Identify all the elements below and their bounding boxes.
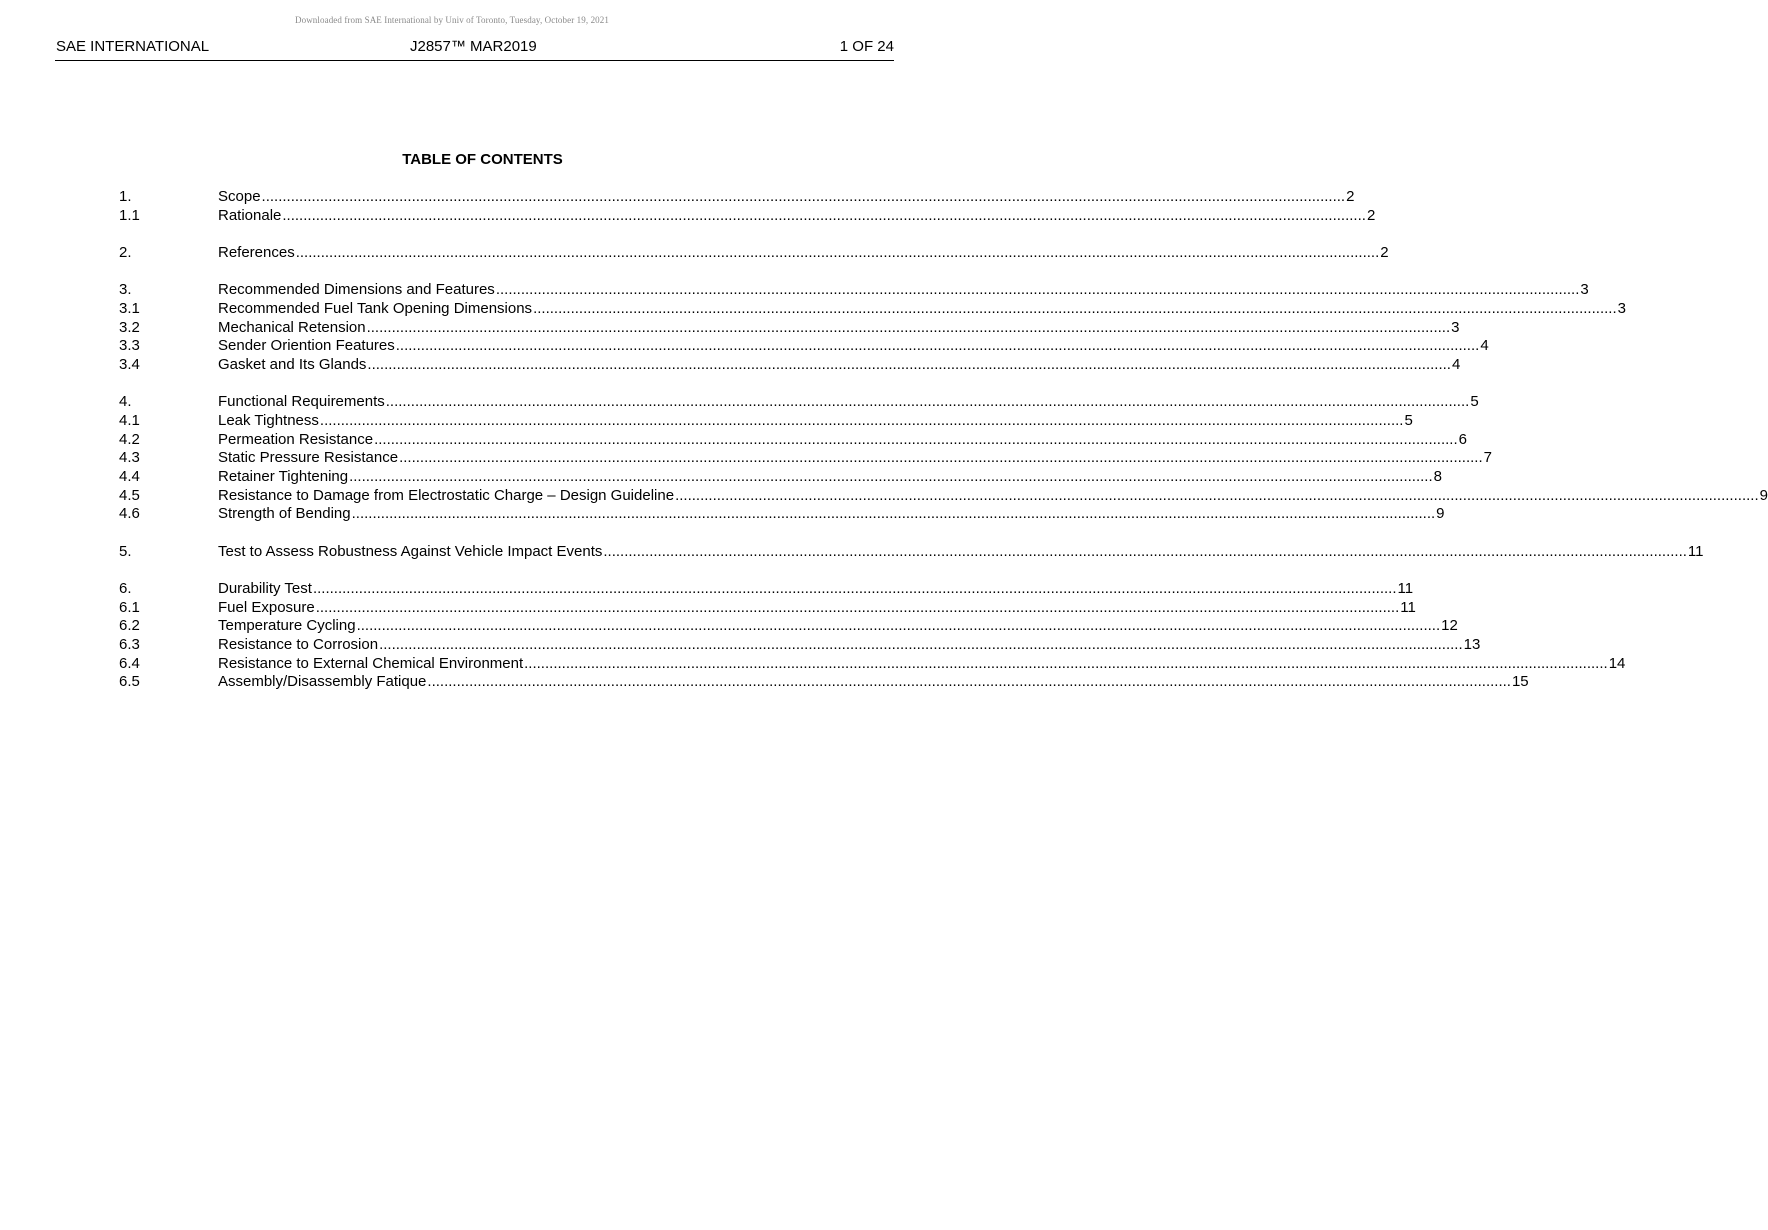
toc-entry[interactable] [119,673,1529,692]
toc-entry-title: Resistance to External Chemical Environment [218,654,524,672]
toc-entry-number: 6.2 [119,617,140,635]
dot-leader: .................................................................................................................................................................................................................................................................... [533,299,1617,317]
toc-entry-page: 13 [1463,636,1481,654]
toc-entry-title: Static Pressure Resistance [218,449,399,467]
toc-entry-page: 2 [1346,188,1355,205]
toc-entry-title: Resistance to Corrosion [218,636,379,654]
toc-entry-title: Strength of Bending [218,505,351,523]
toc-entry[interactable] [119,449,1492,468]
toc-entry-number: 6. [119,579,132,597]
toc-entry-page: 9 [1436,505,1445,523]
toc-entry-page: 4 [1451,356,1461,373]
toc-entry-title: Durability Test [218,579,312,597]
toc-entry-number: 6.1 [119,598,140,616]
dot-leader: .................................................................................................................................................................................................................................................................... [366,318,1451,336]
toc-entry-page: 3 [1617,299,1626,317]
toc-entry-title: Sender Oriention Features [218,337,395,355]
toc-entry-page: 11 [1397,579,1414,597]
download-watermark: Downloaded from SAE International by Univ of Toronto, Tuesday, October 19, 2021 [295,15,609,25]
dot-leader: .................................................................................................................................................................................................................................................................... [312,579,1397,597]
toc-entry-number: 1.1 [119,206,140,224]
dot-leader: .................................................................................................................................................................................................................................................................... [385,393,1470,411]
toc-entry-number: 5. [119,542,132,560]
toc-entry[interactable] [119,356,1461,375]
toc-entry-title: Test to Assess Robustness Against Vehicle Impact Events [218,542,603,560]
toc-title: TABLE OF CONTENTS [402,151,563,168]
toc-entry-page: 2 [1380,243,1389,261]
toc-entry-page: 11 [1400,598,1416,616]
dot-leader: .................................................................................................................................................................................................................................................................... [495,281,1580,299]
toc-entry-title: Retainer Tightening [218,468,349,486]
dot-leader: .................................................................................................................................................................................................................................................................... [282,206,1366,224]
dot-leader: .................................................................................................................................................................................................................................................................... [399,449,1483,467]
toc-entry-page: 3 [1580,281,1589,299]
table-of-contents [119,188,1768,692]
toc-entry[interactable] [119,430,1467,450]
toc-entry[interactable] [119,486,1768,506]
dot-leader: .................................................................................................................................................................................................................................................................... [351,505,1436,523]
toc-entry-page: 8 [1433,468,1442,486]
toc-entry-title: Recommended Dimensions and Features [218,281,495,299]
toc-entry-page: 3 [1451,318,1460,336]
toc-entry-number: 1. [119,188,132,205]
toc-entry-number: 6.3 [119,636,140,654]
toc-entry-page: 6 [1458,430,1467,448]
dot-leader: .................................................................................................................................................................................................................................................................... [261,188,1346,205]
toc-entry-page: 15 [1511,673,1529,691]
toc-entry-title: Assembly/Disassembly Fatique [218,673,427,691]
toc-entry-page: 11 [1687,542,1704,560]
toc-entry-page: 5 [1470,393,1479,411]
dot-leader: .................................................................................................................................................................................................................................................................... [349,468,1433,486]
toc-entry[interactable] [119,188,1355,207]
toc-entry[interactable] [119,598,1416,618]
toc-entry-page: 2 [1366,206,1376,224]
toc-entry-number: 3.2 [119,318,140,336]
toc-entry-number: 3.4 [119,356,140,373]
toc-entry[interactable] [119,393,1479,412]
toc-entry[interactable] [119,243,1389,263]
toc-entry[interactable] [119,318,1460,338]
toc-entry-number: 4. [119,393,132,411]
toc-entry-title: Permeation Resistance [218,430,374,448]
toc-entry-page: 7 [1483,449,1492,467]
toc-entry[interactable] [119,579,1414,599]
toc-entry-title: Temperature Cycling [218,617,356,635]
toc-entry-number: 4.3 [119,449,140,467]
dot-leader: .................................................................................................................................................................................................................................................................... [315,598,1400,616]
toc-entry-number: 3. [119,281,132,299]
dot-leader: .................................................................................................................................................................................................................................................................... [675,486,1759,504]
toc-entry-title: Scope [218,188,261,205]
toc-entry-page: 14 [1608,654,1626,672]
toc-entry[interactable] [119,281,1589,300]
toc-entry-title: Fuel Exposure [218,598,315,616]
toc-entry[interactable] [119,542,1704,562]
toc-entry[interactable] [119,617,1458,636]
dot-leader: .................................................................................................................................................................................................................................................................... [367,356,1451,373]
dot-leader: .................................................................................................................................................................................................................................................................... [524,654,1608,672]
toc-entry[interactable] [119,654,1626,674]
dot-leader: .................................................................................................................................................................................................................................................................... [356,617,1441,635]
toc-entry[interactable] [119,505,1445,524]
dot-leader: .................................................................................................................................................................................................................................................................... [379,636,1463,654]
document-id: J2857™ MAR2019 [410,38,537,55]
toc-entry-title: Recommended Fuel Tank Opening Dimensions [218,299,533,317]
dot-leader: .................................................................................................................................................................................................................................................................... [319,411,1404,429]
toc-entry[interactable] [119,468,1442,487]
toc-entry[interactable] [119,299,1626,319]
toc-entry[interactable] [119,206,1376,226]
toc-entry-number: 4.4 [119,468,140,486]
toc-entry-number: 2. [119,243,132,261]
dot-leader: .................................................................................................................................................................................................................................................................... [395,337,1480,355]
toc-entry[interactable] [119,636,1481,655]
dot-leader: .................................................................................................................................................................................................................................................................... [603,542,1687,560]
page-header [55,38,894,61]
dot-leader: .................................................................................................................................................................................................................................................................... [374,430,1458,448]
toc-entry-page: 9 [1759,486,1768,504]
toc-entry[interactable] [119,411,1413,431]
dot-leader: .................................................................................................................................................................................................................................................................... [427,673,1511,691]
toc-entry-title: References [218,243,295,261]
toc-entry-number: 4.5 [119,486,140,504]
toc-entry-number: 6.5 [119,673,140,691]
toc-entry-title: Rationale [218,206,282,224]
toc-entry-title: Gasket and Its Glands [218,356,367,373]
toc-entry-number: 4.1 [119,411,140,429]
dot-leader: .................................................................................................................................................................................................................................................................... [295,243,1380,261]
toc-entry-number: 4.2 [119,430,140,448]
toc-entry-number: 6.4 [119,654,140,672]
toc-entry-page: 4 [1480,337,1489,355]
toc-entry-number: 4.6 [119,505,140,523]
toc-entry-page: 5 [1404,411,1413,429]
toc-entry-number: 3.1 [119,299,140,317]
toc-entry[interactable] [119,337,1489,356]
toc-entry-title: Resistance to Damage from Electrostatic Charge – Design Guideline [218,486,675,504]
toc-entry-title: Functional Requirements [218,393,385,411]
publisher-name: SAE INTERNATIONAL [56,38,210,55]
toc-entry-number: 3.3 [119,337,140,355]
toc-entry-title: Leak Tightness [218,411,319,429]
toc-entry-page: 12 [1441,617,1458,635]
page-indicator: 1 OF 24 [839,38,894,55]
toc-entry-title: Mechanical Retension [218,318,366,336]
